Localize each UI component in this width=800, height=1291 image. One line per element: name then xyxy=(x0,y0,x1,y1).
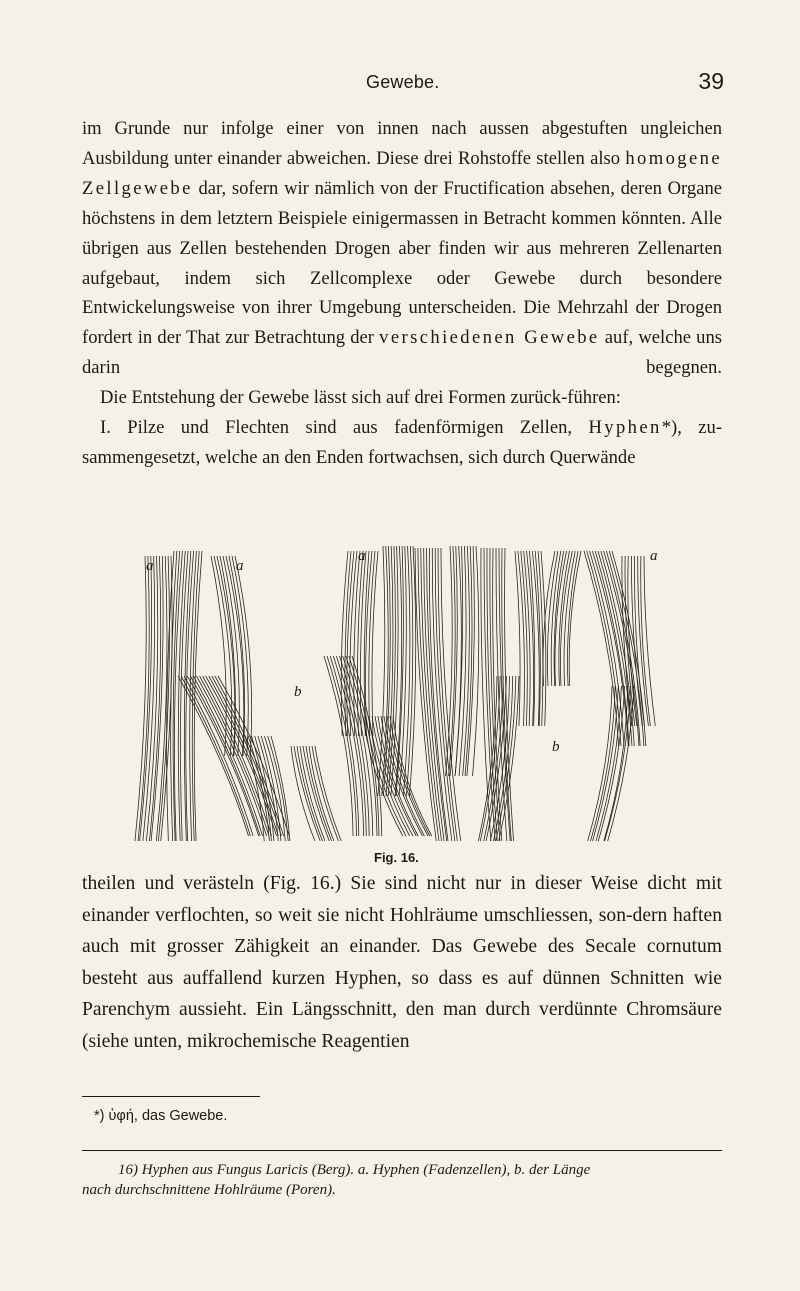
paragraph-4: theilen und verästeln (Fig. 16.) Sie sind nicht nur in dieser Weise dicht mit einander verflochten, so weit sie nicht Hohlräume umschliessen, son-dern haften auch mit grosser Zähigkeit an einander. Das Gewebe des Secale cornutum besteht aus auffallend kurzen Hyphen, so dass es auf dünnen Schnitten wie Parenchym aussieht. Ein Längsschnitt, den man durch verdünnte Chromsäure (siehe unten, mikrochemische Reagentien xyxy=(82,873,722,1052)
hypha-strand xyxy=(393,716,432,836)
figure-label-a: a xyxy=(650,548,658,564)
figure-label-b: b xyxy=(294,684,302,700)
hypha-strand xyxy=(560,551,572,686)
emphasis-verschiedenen-gewebe: verschiedenen Gewebe xyxy=(379,327,600,349)
hypha-strand xyxy=(140,556,152,841)
paragraph-2: Die Entstehung der Gewebe lässt sich auf drei Formen zurück-führen: xyxy=(100,387,621,409)
figure-caption: Fig. 16. xyxy=(374,850,419,865)
hypha-strand xyxy=(352,656,382,836)
paragraph-3: I. Pilze und Flechten sind aus fadenförmigen Zellen, Hyphen*), zu-sammengesetzt, welche an den Enden fortwachsen, sich durch Querwände xyxy=(82,417,723,468)
hypha-strand xyxy=(135,556,146,841)
figure-label-a: a xyxy=(146,558,154,574)
hypha-strand xyxy=(388,546,395,796)
body-text-bottom xyxy=(82,868,722,1058)
body-text-top xyxy=(82,114,722,473)
figure-16-hyphae-illustration xyxy=(128,536,673,848)
hypha-strand xyxy=(569,551,581,686)
page-header xyxy=(0,68,800,102)
figure-label-a: a xyxy=(236,558,244,574)
hypha-strand xyxy=(211,556,226,756)
footnote: *) ὑφή, das Gewebe. xyxy=(94,1108,228,1124)
hypha-strand xyxy=(167,551,174,841)
hypha-strand xyxy=(309,746,334,841)
hypha-strand xyxy=(596,686,621,841)
hypha-strand xyxy=(391,546,398,796)
figure-legend-line-1: 16) Hyphen aus Fungus Laricis (Berg). a. Hyphen (Fadenzellen), b. der Länge xyxy=(118,1162,591,1178)
figure-legend xyxy=(82,1160,732,1200)
hypha-strand xyxy=(535,551,540,726)
paragraph-1: im Grunde nur infolge einer von innen nach aussen abgestuften ungleichen Ausbildung unter einander abweichen. Diese drei Rohstoffe stellen also homogene Zellgewebe dar, sofern wir nämlich von der Fructification absehen, deren Organe höchstens in dem letztern Beispiele einigermassen in Betracht kommen könnten. Alle übrigen aus Zellen bestehenden Drogen aber finden wir aus mehreren Zellenarten aufgebaut, indem sich Zellcomplexe oder Gewebe durch besondere Entwickelungsweise von ihrer Umgebung unterscheiden. Die Mehrzahl der Drogen fordert in der That zur Betrachtung der verschiedenen Gewebe auf, welche uns darin begegnen. xyxy=(82,118,723,379)
hypha-strand xyxy=(357,551,363,736)
figure-label-a: a xyxy=(358,548,366,564)
hypha-strand xyxy=(515,551,520,726)
hypha-strand xyxy=(382,546,388,796)
legend-divider xyxy=(82,1150,722,1151)
emphasis-homogene-zellgewebe: homogene Zellgewebe xyxy=(82,147,722,199)
hypha-strand xyxy=(300,746,325,841)
hypha-strand xyxy=(551,551,561,686)
hypha-strand xyxy=(502,548,512,841)
hypha-strand xyxy=(315,746,341,841)
running-title: Gewebe. xyxy=(366,72,440,92)
page-number: 39 xyxy=(698,68,724,94)
figure-legend-line-2: nach durchschnittene Hohlräume (Poren). xyxy=(82,1182,336,1198)
hypha-strand xyxy=(180,551,188,841)
figure-label-b: b xyxy=(552,739,560,755)
footnote-divider xyxy=(82,1096,260,1097)
emphasis-hyphen: Hyphen xyxy=(588,417,662,439)
